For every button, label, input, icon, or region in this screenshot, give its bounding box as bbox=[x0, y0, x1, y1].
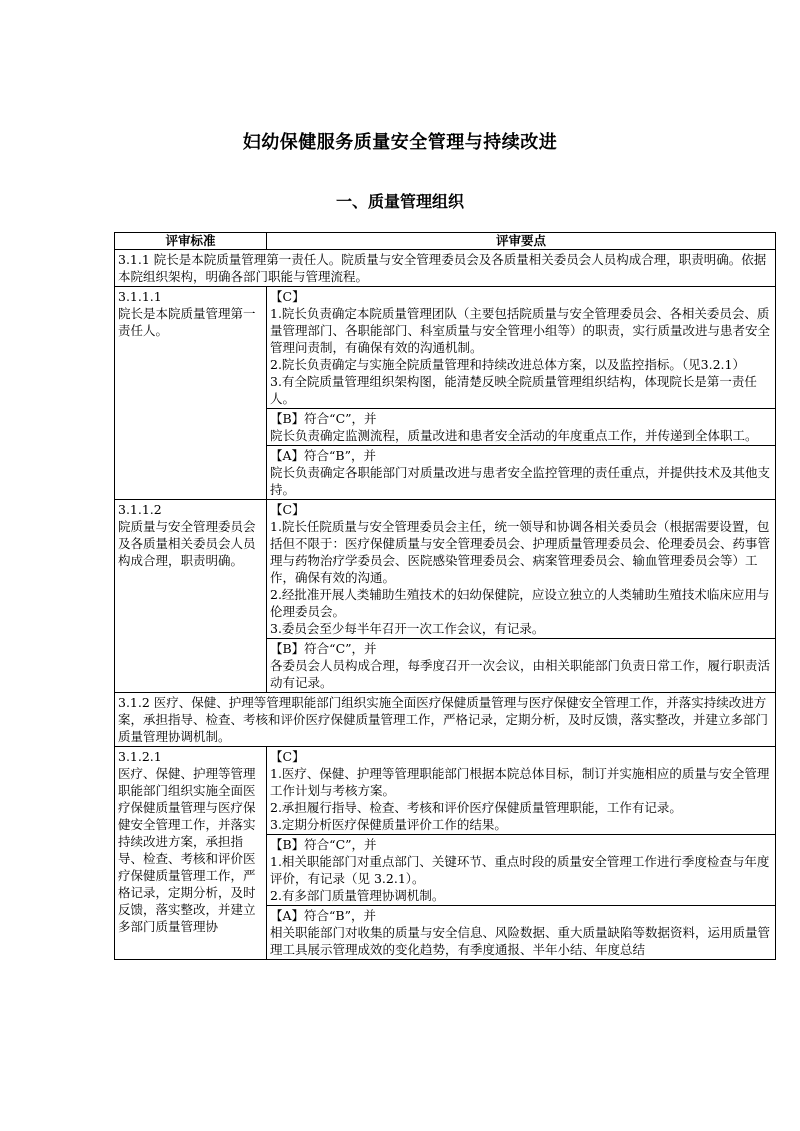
table-row bbox=[115, 500, 776, 639]
table-row bbox=[115, 747, 776, 835]
grade-a-tag: 【A】符合“B”，并 bbox=[270, 448, 376, 463]
grade-a-item: 相关职能部门对收集的质量与安全信息、风险数据、重大质量缺陷等数据资料，运用质量管理工具展示管理成效的变化趋势，有季度通报、半年小结、年度总结 bbox=[270, 925, 771, 957]
grade-b-tag: 【B】符合“C”，并 bbox=[270, 641, 377, 656]
header-review-standard: 评审标准 bbox=[115, 233, 267, 250]
grade-c-item: 1.院长任院质量与安全管理委员会主任，统一领导和协调各相关委员会（根据需要设置，包括但不限于：医疗保健质量与安全管理委员会、护理质量管理委员会、伦理委员会、药事管理与药物治疗学委员会、医院感染管理委员会、病案管理委员会、输血管理委员会等）工作，确保有效的沟通。 bbox=[270, 519, 771, 585]
grade-c-item: 3.定期分析医疗保健质量评价工作的结果。 bbox=[270, 817, 507, 832]
standard-code: 3.1.1.1 bbox=[118, 289, 162, 304]
grade-b-tag: 【B】符合“C”，并 bbox=[270, 837, 377, 852]
grade-b-item: 2.有多部门质量管理协调机制。 bbox=[270, 888, 445, 903]
grade-c-item: 1.医疗、保健、护理等管理职能部门根据本院总体目标，制订并实施相应的质量与安全管理工作计划与考核方案。 bbox=[270, 766, 770, 798]
grade-c-cell bbox=[267, 747, 776, 835]
grade-c-item: 3.委员会至少每半年召开一次工作会议，有记录。 bbox=[270, 621, 545, 636]
grade-b-cell bbox=[267, 835, 776, 906]
standard-cell-3-1-1-1 bbox=[115, 287, 267, 500]
grade-c-item: 2.经批准开展人类辅助生殖技术的妇幼保健院，应设立独立的人类辅助生殖技术临床应用与伦理委员会。 bbox=[270, 587, 770, 619]
standard-cell-3-1-2-1 bbox=[115, 747, 267, 960]
grade-c-item: 3.有全院质量管理组织架构图，能清楚反映全院质量管理组织结构，体现院长是第一责任人。 bbox=[270, 374, 757, 406]
grade-c-tag: 【C】 bbox=[270, 502, 305, 517]
grade-b-tag: 【B】符合“C”，并 bbox=[270, 411, 377, 426]
grade-c-tag: 【C】 bbox=[270, 749, 305, 764]
grade-b-item: 1.相关职能部门对重点部门、关键环节、重点时段的质量安全管理工作进行季度检查与年度评价，有记录（见 3.2.1）。 bbox=[270, 854, 770, 886]
grade-c-item: 2.承担履行指导、检查、考核和评价医疗保健质量管理职能，工作有记录。 bbox=[270, 800, 682, 815]
standard-3-1-2: 3.1.2 医疗、保健、护理等管理职能部门组织实施全面医疗保健质量管理与医疗保健安全管理工作，并落实持续改进方案，承担指导、检查、考核和评价医疗保健质量管理工作，严格记录，定期分析，及时反馈，落实整改，并建立多部门质量管理协调机制。 bbox=[115, 693, 776, 747]
grade-c-tag: 【C】 bbox=[270, 289, 305, 304]
table-row bbox=[115, 693, 776, 747]
standard-3-1-1: 3.1.1 院长是本院质量管理第一责任人。院质量与安全管理委员会及各质量相关委员会人员构成合理，职责明确。依据本院组织架构，明确各部门职能与管理流程。 bbox=[115, 250, 776, 287]
standard-cell-3-1-1-2 bbox=[115, 500, 267, 693]
grade-b-cell bbox=[267, 409, 776, 446]
standard-code: 3.1.2.1 bbox=[118, 749, 162, 764]
header-review-points: 评审要点 bbox=[267, 233, 776, 250]
grade-a-item: 院长负责确定各职能部门对质量改进与患者安全监控管理的责任重点，并提供技术及其他支持。 bbox=[270, 465, 771, 497]
document-title: 妇幼保健服务质量安全管理与持续改进 bbox=[242, 132, 558, 153]
grade-b-item: 各委员会人员构成合理，每季度召开一次会议，由相关职能部门负责日常工作，履行职责活动有记录。 bbox=[270, 658, 771, 690]
table-header-row bbox=[115, 233, 776, 250]
grade-c-item: 2.院长负责确定与实施全院质量管理和持续改进总体方案，以及监控指标。（见3.2.1） bbox=[270, 357, 745, 372]
grade-a-cell bbox=[267, 446, 776, 500]
grade-c-cell bbox=[267, 287, 776, 409]
grade-a-tag: 【A】符合“B”，并 bbox=[270, 908, 376, 923]
standard-text: 院长是本院质量管理第一责任人。 bbox=[118, 306, 256, 338]
grade-b-item: 院长负责确定监测流程，质量改进和患者安全活动的年度重点工作，并传递到全体职工。 bbox=[270, 428, 758, 443]
grade-c-cell bbox=[267, 500, 776, 639]
review-standards-table bbox=[114, 232, 776, 960]
section-title: 一、质量管理组织 bbox=[335, 192, 464, 211]
table-row bbox=[115, 250, 776, 287]
standard-code: 3.1.1.2 bbox=[118, 502, 162, 517]
grade-b-cell bbox=[267, 639, 776, 693]
standard-text: 院质量与安全管理委员会及各质量相关委员会人员构成合理，职责明确。 bbox=[118, 519, 256, 568]
table-row bbox=[115, 287, 776, 409]
grade-a-cell bbox=[267, 906, 776, 960]
standard-text: 医疗、保健、护理等管理职能部门组织实施全面医疗保健质量管理与医疗保健安全管理工作，并落实持续改进方案，承担指导、检查、考核和评价医疗保健质量管理工作，严格记录，定期分析，及时反馈，落实整改，并建立多部门质量管理协 bbox=[118, 766, 256, 934]
grade-c-item: 1.院长负责确定本院质量管理团队（主要包括院质量与安全管理委员会、各相关委员会、质量管理部门、各职能部门、科室质量与安全管理小组等）的职责，实行质量改进与患者安全管理问责制，有确保有效的沟通机制。 bbox=[270, 306, 771, 355]
